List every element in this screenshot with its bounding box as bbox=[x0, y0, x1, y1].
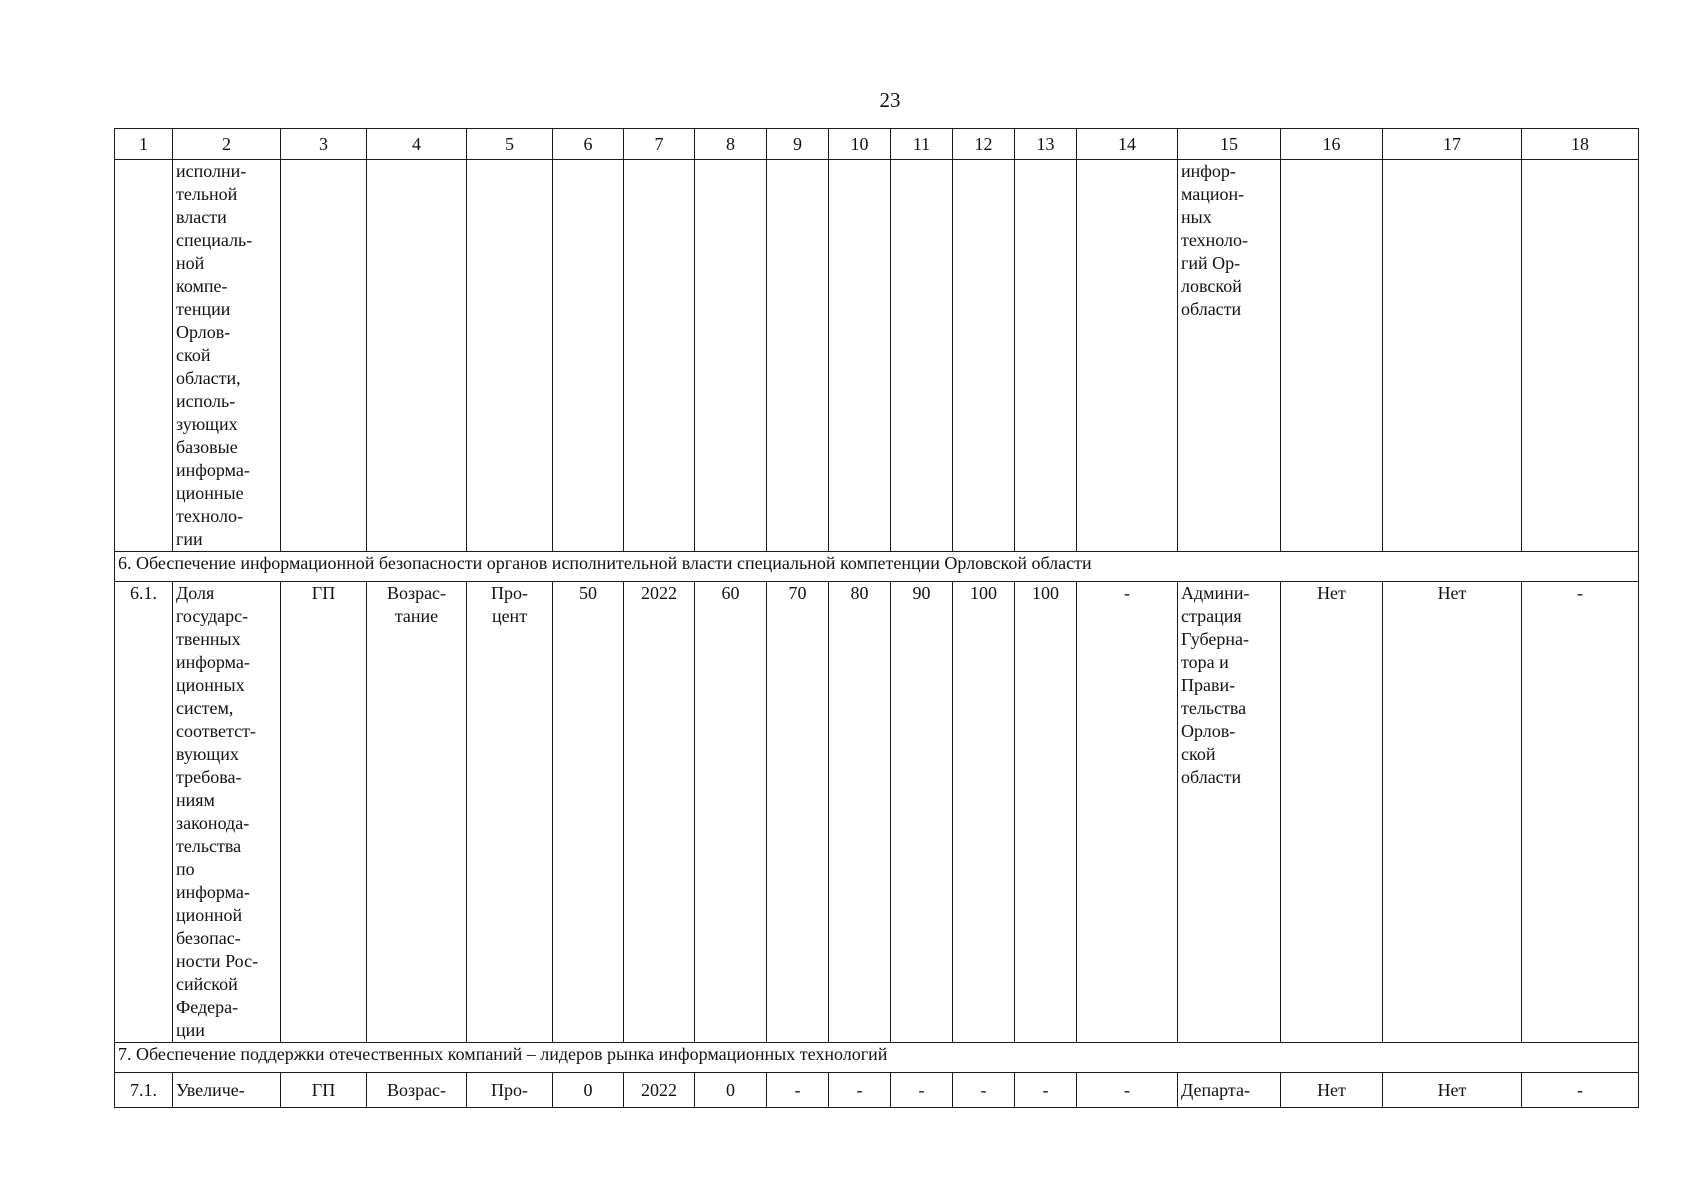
header-cell: 2 bbox=[173, 129, 281, 160]
cell: - bbox=[1522, 582, 1639, 1043]
section-row-6 bbox=[115, 552, 1639, 582]
header-cell: 8 bbox=[695, 129, 767, 160]
cell: - bbox=[1077, 582, 1178, 1043]
indicator-name-cell: Доля государс- твенных информа- ционных систем, соответст- вующих требова- ниям законода- тельства по информа- ционной безопас- ности Рос- сийской Федера- ции bbox=[173, 582, 281, 1043]
section-title: 6. Обеспечение информационной безопасности органов исполнительной власти специальной компетенции Орловской области bbox=[115, 552, 1639, 582]
table-row-6-1 bbox=[115, 582, 1639, 1043]
header-cell: 1 bbox=[115, 129, 173, 160]
cell bbox=[553, 160, 624, 552]
cell: 100 bbox=[953, 582, 1015, 1043]
cell: ГП bbox=[281, 1073, 367, 1108]
cell bbox=[115, 160, 173, 552]
cell bbox=[1015, 160, 1077, 552]
cell bbox=[624, 160, 695, 552]
indicators-table bbox=[114, 128, 1639, 1108]
cell bbox=[695, 160, 767, 552]
unit-cell: Про- цент bbox=[467, 582, 553, 1043]
cell bbox=[467, 160, 553, 552]
header-cell: 13 bbox=[1015, 129, 1077, 160]
cell bbox=[367, 160, 467, 552]
cell bbox=[953, 160, 1015, 552]
header-cell: 17 bbox=[1383, 129, 1522, 160]
cell: Нет bbox=[1281, 582, 1383, 1043]
header-cell: 9 bbox=[767, 129, 829, 160]
cell bbox=[1077, 160, 1178, 552]
cell bbox=[1522, 160, 1639, 552]
header-cell: 6 bbox=[553, 129, 624, 160]
table-row-7-1 bbox=[115, 1073, 1639, 1108]
cell: - bbox=[767, 1073, 829, 1108]
unit-cell: Про- bbox=[467, 1073, 553, 1108]
cell: - bbox=[891, 1073, 953, 1108]
header-row bbox=[115, 129, 1639, 160]
table-row-continued bbox=[115, 160, 1639, 552]
cell: - bbox=[1015, 1073, 1077, 1108]
cell: Возрас- тание bbox=[367, 582, 467, 1043]
section-row-7 bbox=[115, 1043, 1639, 1073]
cell: - bbox=[953, 1073, 1015, 1108]
header-cell: 10 bbox=[829, 129, 891, 160]
cell: Нет bbox=[1281, 1073, 1383, 1108]
cell: Возрас- bbox=[367, 1073, 467, 1108]
header-cell: 5 bbox=[467, 129, 553, 160]
cell: 50 bbox=[553, 582, 624, 1043]
header-cell: 12 bbox=[953, 129, 1015, 160]
header-cell: 16 bbox=[1281, 129, 1383, 160]
cell: 60 bbox=[695, 582, 767, 1043]
section-title: 7. Обеспечение поддержки отечественных компаний – лидеров рынка информационных технологий bbox=[115, 1043, 1639, 1073]
header-cell: 7 bbox=[624, 129, 695, 160]
responsible-cell: Админи- страция Губерна- тора и Прави- тельства Орлов- ской области bbox=[1178, 582, 1281, 1043]
cell: - bbox=[829, 1073, 891, 1108]
cell: Нет bbox=[1383, 582, 1522, 1043]
header-cell: 11 bbox=[891, 129, 953, 160]
indicator-name-cell: Увеличе- bbox=[173, 1073, 281, 1108]
indicator-name-cell: исполни- тельной власти специаль- ной компе- тенции Орлов- ской области, исполь- зующих базовые информа- ционные техноло- гии bbox=[173, 160, 281, 552]
cell: 90 bbox=[891, 582, 953, 1043]
header-cell: 3 bbox=[281, 129, 367, 160]
cell: - bbox=[1077, 1073, 1178, 1108]
row-number-cell: 7.1. bbox=[115, 1073, 173, 1108]
header-cell: 18 bbox=[1522, 129, 1639, 160]
cell: 2022 bbox=[624, 1073, 695, 1108]
header-cell: 15 bbox=[1178, 129, 1281, 160]
header-cell: 14 bbox=[1077, 129, 1178, 160]
cell bbox=[891, 160, 953, 552]
cell bbox=[1281, 160, 1383, 552]
cell: 70 bbox=[767, 582, 829, 1043]
cell: 2022 bbox=[624, 582, 695, 1043]
cell bbox=[767, 160, 829, 552]
header-cell: 4 bbox=[367, 129, 467, 160]
cell: 0 bbox=[695, 1073, 767, 1108]
cell: - bbox=[1522, 1073, 1639, 1108]
cell bbox=[281, 160, 367, 552]
cell: 0 bbox=[553, 1073, 624, 1108]
row-number-cell: 6.1. bbox=[115, 582, 173, 1043]
responsible-cell: инфор- мацион- ных техноло- гий Ор- ловской области bbox=[1178, 160, 1281, 552]
cell: ГП bbox=[281, 582, 367, 1043]
responsible-cell: Департа- bbox=[1178, 1073, 1281, 1108]
cell bbox=[1383, 160, 1522, 552]
page-number: 23 bbox=[879, 88, 901, 112]
cell bbox=[829, 160, 891, 552]
cell: 100 bbox=[1015, 582, 1077, 1043]
cell: 80 bbox=[829, 582, 891, 1043]
cell: Нет bbox=[1383, 1073, 1522, 1108]
